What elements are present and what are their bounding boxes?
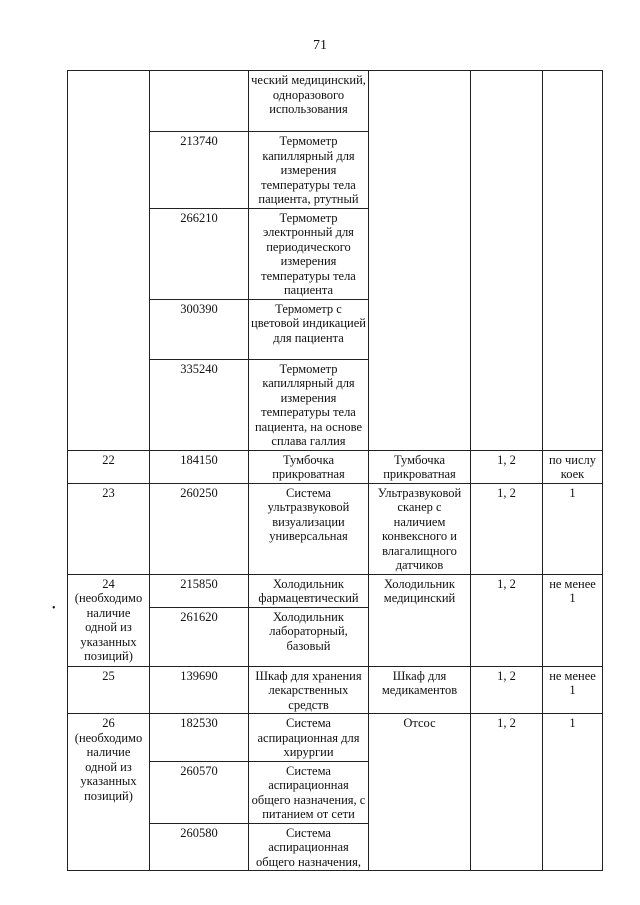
cell-name: Шкаф для хранения лекарственных средств: [249, 666, 369, 714]
cell-name: Термометр с цветовой индикацией для пациента: [249, 299, 369, 359]
cell-name: Холодильник фармацевтический: [249, 574, 369, 607]
cell-code: 266210: [150, 208, 249, 299]
table-row: [68, 714, 603, 762]
cell-num: 26 (необходимо наличие одной из указанных позиций): [68, 714, 150, 871]
cell-num: 24 (необходимо наличие одной из указанных позиций): [68, 574, 150, 666]
cell-num: 25: [68, 666, 150, 714]
cell-type: Шкаф для медикаментов: [369, 666, 471, 714]
cell-code: 182530: [150, 714, 249, 762]
cell-code: [150, 71, 249, 132]
cell-code: 260570: [150, 761, 249, 823]
page-number: 71: [313, 38, 327, 53]
cell-note: 1, 2: [471, 666, 543, 714]
cell-note: 1, 2: [471, 574, 543, 666]
table-row: [68, 450, 603, 483]
table-row: [68, 574, 603, 607]
table-row: [68, 666, 603, 714]
cell-qty: по числу коек: [543, 450, 603, 483]
cell-name: Термометр капиллярный для измерения температуры тела пациента, на основе сплава галлия: [249, 359, 369, 450]
cell-code: 139690: [150, 666, 249, 714]
cell-name: Система ультразвуковой визуализации универсальная: [249, 483, 369, 574]
cell-type: Ультразвуковой сканер с наличием конвексного и влагалищного датчиков: [369, 483, 471, 574]
cell-code: 260580: [150, 823, 249, 871]
margin-mark: •: [52, 603, 56, 614]
cell-name: Термометр электронный для периодического измерения температуры тела пациента: [249, 208, 369, 299]
cell-num: 22: [68, 450, 150, 483]
cell-code: 215850: [150, 574, 249, 607]
cell-qty: не менее 1: [543, 574, 603, 666]
cell-num: 23: [68, 483, 150, 574]
cell-name: ческий медицинский, одноразового использования: [249, 71, 369, 132]
equipment-table: [67, 70, 603, 871]
cell-note: [471, 71, 543, 451]
cell-code: 213740: [150, 132, 249, 209]
cell-note: 1, 2: [471, 450, 543, 483]
cell-name: Холодильник лабораторный, базовый: [249, 607, 369, 666]
cell-qty: не менее 1: [543, 666, 603, 714]
cell-note: 1, 2: [471, 483, 543, 574]
cell-code: 300390: [150, 299, 249, 359]
cell-num: [68, 71, 150, 451]
cell-name: Тумбочка прикроватная: [249, 450, 369, 483]
table-row: [68, 483, 603, 574]
cell-qty: [543, 71, 603, 451]
cell-type: [369, 71, 471, 451]
cell-code: 260250: [150, 483, 249, 574]
cell-name: Система аспирационная общего назначения,: [249, 823, 369, 871]
cell-note: 1, 2: [471, 714, 543, 871]
cell-type: Отсос: [369, 714, 471, 871]
cell-code: 184150: [150, 450, 249, 483]
cell-type: Тумбочка прикроватная: [369, 450, 471, 483]
cell-code: 335240: [150, 359, 249, 450]
cell-name: Система аспирационная общего назначения, с питанием от сети: [249, 761, 369, 823]
cell-type: Холодильник медицинский: [369, 574, 471, 666]
cell-qty: 1: [543, 714, 603, 871]
cell-code: 261620: [150, 607, 249, 666]
table-row: [68, 71, 603, 132]
cell-qty: 1: [543, 483, 603, 574]
cell-name: Система аспирационная для хирургии: [249, 714, 369, 762]
cell-name: Термометр капиллярный для измерения температуры тела пациента, ртутный: [249, 132, 369, 209]
